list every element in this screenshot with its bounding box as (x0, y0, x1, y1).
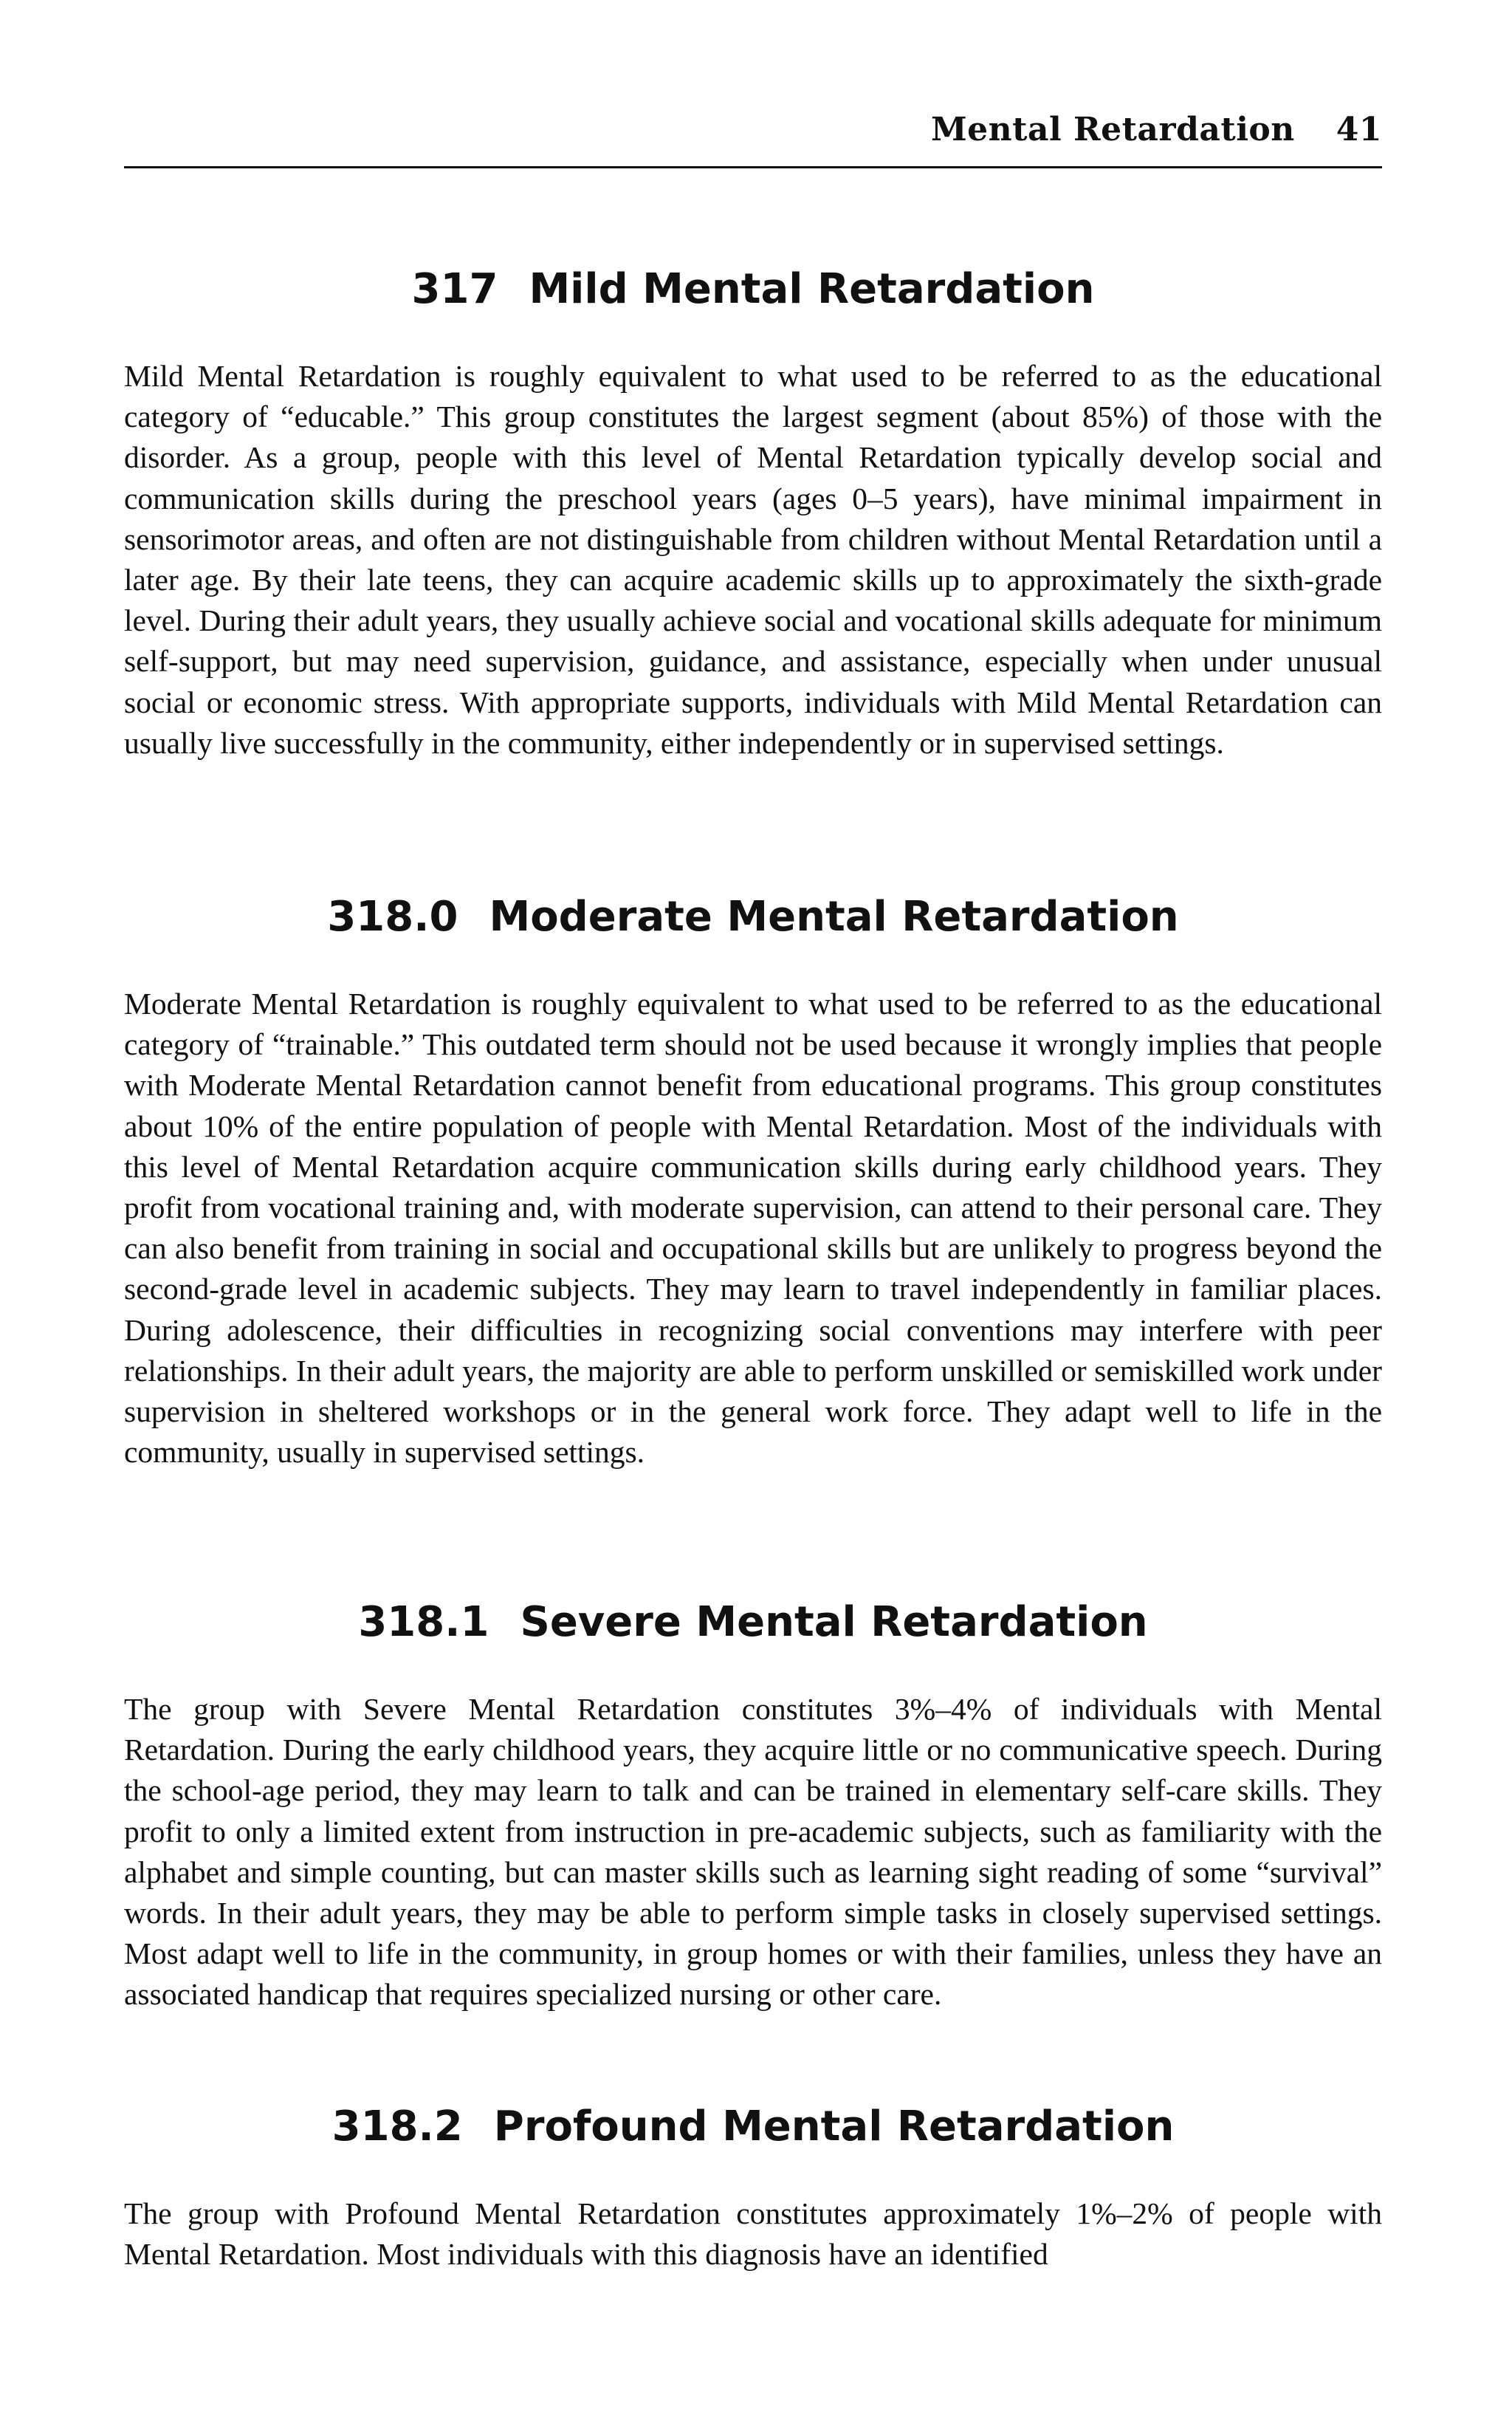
section-paragraph: The group with Severe Mental Retardation constitutes 3%–4% of individuals with Mental Retardation. During the early childhood years, they acquire little or no communicative speech. During the school-age period, they may learn to talk and can be trained in elementary self-care skills. They profit to only a limited extent from instruction in pre-academic subjects, such as familiarity with the alphabet and simple counting, but can master skills such as learning sight reading of some “survival” words. In their adult years, they may be able to perform simple tasks in closely supervised settings. Most adapt well to life in the community, in group homes or with their families, unless they have an associated handicap that requires specialized nursing or other care. (124, 1692, 1382, 2012)
section-paragraph: The group with Profound Mental Retardation constitutes approximately 1%–2% of people with Mental Retardation. Most individuals with this diagnosis have an identified (124, 2196, 1382, 2272)
section-title: Severe Mental Retardation (520, 1598, 1148, 1646)
header-rule (124, 166, 1382, 168)
section-paragraph: Mild Mental Retardation is roughly equivalent to what used to be referred to as the educational category of “educable.” This group constitutes the largest segment (about 85%) of those with the disorder. As a group, people with this level of Mental Retardation typically develop social and communication skills during the preschool years (ages 0–5 years), have minimal impairment in sensorimotor areas, and often are not distinguishable from children without Mental Retardation until a later age. By their late teens, they can acquire academic skills up to approximately the sixth-grade level. During their adult years, they usually achieve social and vocational skills adequate for minimum self-support, but may need supervision, guidance, and assistance, especially when under unusual social or economic stress. With appropriate supports, individuals with Mild Mental Retardation can usually live successfully in the community, either independently or in supervised settings. (124, 359, 1382, 760)
section-code: 318.1 (358, 1598, 489, 1646)
section-profound (124, 2103, 1382, 2275)
section-moderate (124, 894, 1382, 1473)
running-head-title: Mental Retardation (930, 111, 1295, 148)
running-head (931, 111, 1382, 148)
section-title: Profound Mental Retardation (493, 2103, 1175, 2151)
page-number: 41 (1336, 111, 1382, 148)
section-title: Moderate Mental Retardation (489, 893, 1179, 941)
section-mild (124, 266, 1382, 764)
section-heading (124, 2103, 1382, 2151)
section-code: 318.0 (327, 893, 458, 941)
section-heading (124, 894, 1382, 941)
section-severe (124, 1599, 1382, 2015)
section-title: Mild Mental Retardation (529, 265, 1095, 313)
section-heading (124, 266, 1382, 313)
section-paragraph: Moderate Mental Retardation is roughly equivalent to what used to be referred to as the educational category of “trainable.” This outdated term should not be used because it wrongly implies that people with Moderate Mental Retardation cannot benefit from educational programs. This group constitutes about 10% of the entire population of people with Mental Retardation. Most of the individuals with this level of Mental Retardation acquire communication skills during early childhood years. They profit from vocational training and, with moderate supervision, can attend to their personal care. They can also benefit from training in social and occupational skills but are unlikely to progress beyond the second-grade level in academic subjects. They may learn to travel independently in familiar places. During adolescence, their difficulties in recognizing social conventions may interfere with peer relationships. In their adult years, the majority are able to perform unskilled or semiskilled work under supervision in sheltered workshops or in the general work force. They adapt well to life in the community, usually in supervised settings. (124, 987, 1382, 1470)
section-code: 318.2 (331, 2103, 463, 2151)
section-heading (124, 1599, 1382, 1646)
section-code: 317 (411, 265, 498, 313)
